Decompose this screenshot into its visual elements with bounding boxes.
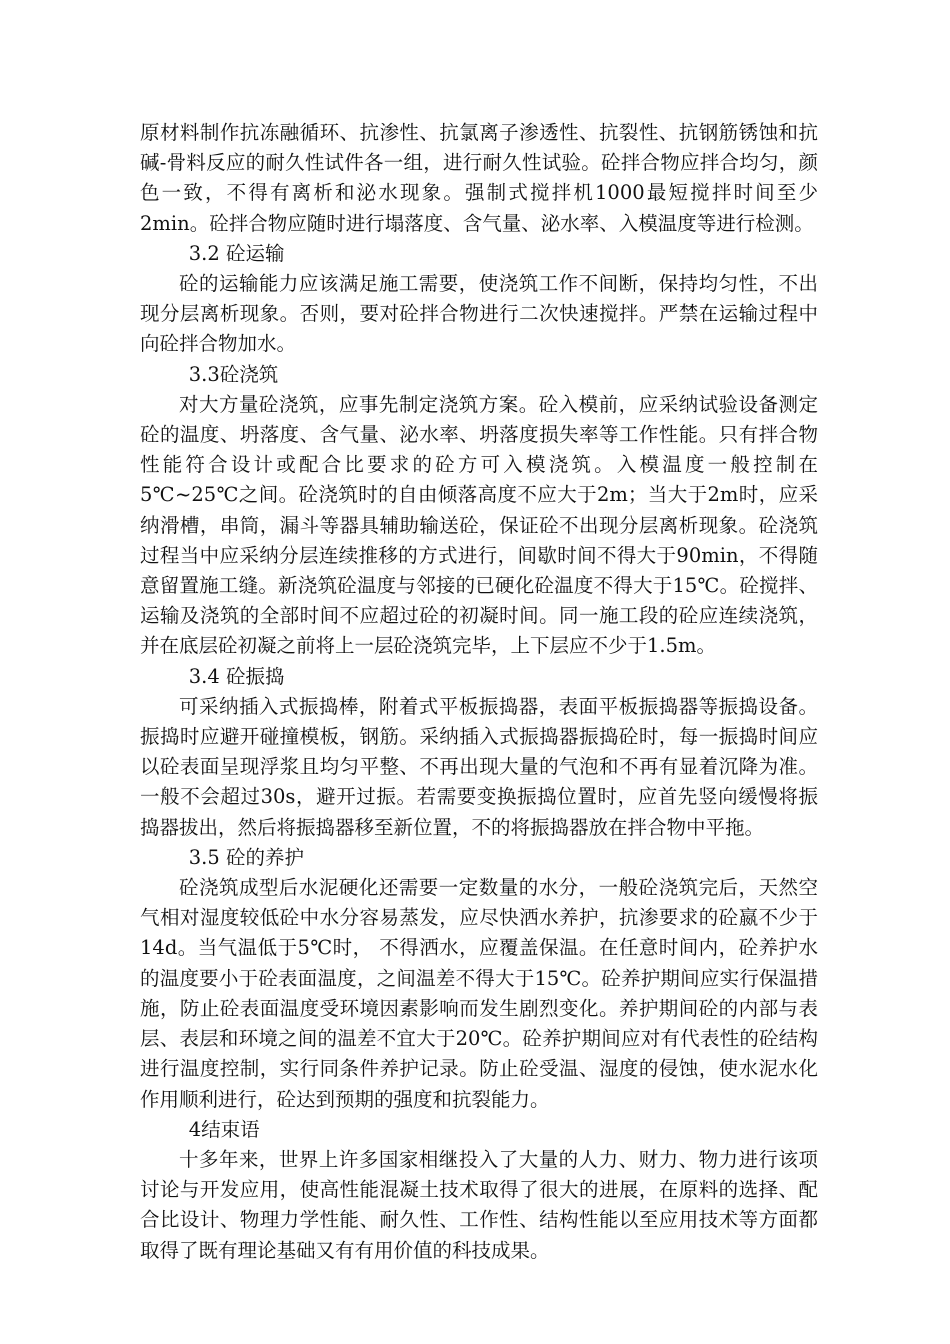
paragraph-vibration: 可采纳插入式振捣棒，附着式平板振捣器，表面平板振捣器等振捣设备。振捣时应避开碰撞模板，钢筋。采纳插入式振捣器振捣砼时，每一振捣时间应以砼表面呈现浮浆且均匀平整、不再出现大量的气泡和不再有显着沉降为准。一般不会超过30s，避开过振。若需要变换振捣位置时，应首先竖向缓慢将振捣器拔出，然后将振捣器移至新位置，不的将振捣器放在拌合物中平拖。 [140,694,818,839]
section-heading-3-2: 3.2 砼运输 [188,241,285,265]
paragraph-transport: 砼的运输能力应该满足施工需要，使浇筑工作不间断，保持均匀性，不出现分层离析现象。否则，要对砼拌合物进行二次快速搅拌。严禁在运输过程中向砼拌合物加水。 [140,272,818,356]
paragraph-pouring: 对大方量砼浇筑，应事先制定浇筑方案。砼入模前，应采纳试验设备测定砼的温度、坍落度、含气量、泌水率、坍落度损失率等工作性能。只有拌合物性能符合设计或配合比要求的砼方可入模浇筑。入模温度一般控制在5℃~25℃之间。砼浇筑时的自由倾落高度不应大于2m；当大于2m时，应采纳滑槽，串筒，漏斗等器具辅助输送砼，保证砼不出现分层离析现象。砼浇筑过程当中应采纳分层连续推移的方式进行，间歇时间不得大于90min，不得随意留置施工缝。新浇筑砼温度与邻接的已硬化砼温度不得大于15℃。砼搅拌、运输及浇筑的全部时间不应超过砼的初凝时间。同一施工段的砼应连续浇筑，并在底层砼初凝之前将上一层砼浇筑完毕，上下层应不少于1.5m。 [140,392,818,658]
paragraph-intro-continued: 原材料制作抗冻融循环、抗渗性、抗氯离子渗透性、抗裂性、抗钢筋锈蚀和抗碱-骨料反应的耐久性试件各一组，进行耐久性试验。砼拌合物应拌合均匀，颜色一致，不得有离析和泌水现象。强制式搅拌机1000最短搅拌时间至少2min。砼拌合物应随时进行塌落度、含气量、泌水率、入模温度等进行检测。 [140,121,818,235]
document-body [140,118,818,1266]
paragraph-conclusion: 十多年来，世界上许多国家相继投入了大量的人力、财力、物力进行该项讨论与开发应用，使高性能混凝土技术取得了很大的进展，在原料的选择、配合比设计、物理力学性能、耐久性、工作性、结构性能以至应用技术等方面都取得了既有理论基础又有有用价值的科技成果。 [140,1147,818,1262]
section-heading-3-5: 3.5 砼的养护 [188,845,304,869]
section-heading-4: 4结束语 [188,1117,260,1141]
section-heading-3-3: 3.3砼浇筑 [188,362,279,386]
section-heading-3-4: 3.4 砼振捣 [188,664,285,688]
paragraph-curing: 砼浇筑成型后水泥硬化还需要一定数量的水分，一般砼浇筑完后，天然空气相对湿度较低砼中水分容易蒸发，应尽快洒水养护，抗渗要求的砼嬴不少于14d。当气温低于5℃时， 不得洒水，应覆盖保温。在任意时间内，砼养护水的温度要小于砼表面温度，之间温差不得大于15℃。砼养护期间应实行保温措施，防止砼表面温度受环境因素影响而发生剧烈变化。养护期间砼的内部与表层、表层和环境之间的温差不宜大于20℃。砼养护期间应对有代表性的砼结构进行温度控制，实行同条件养护记录。防止砼受温、湿度的侵蚀，使水泥水化作用顺利进行，砼达到预期的强度和抗裂能力。 [140,876,818,1111]
